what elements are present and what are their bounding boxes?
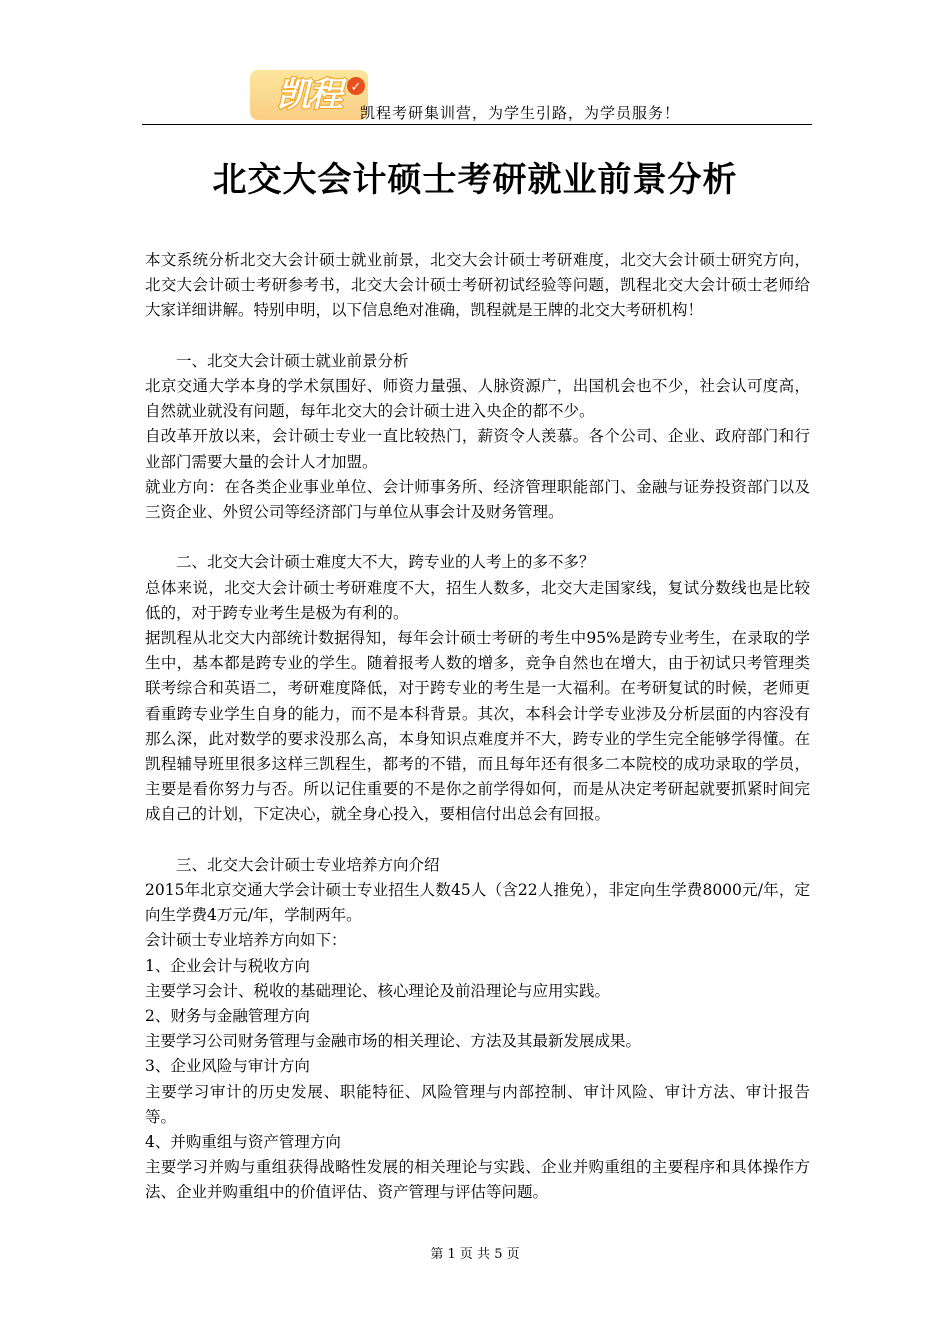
header-slogan: 凯程考研集训营，为学生引路，为学员服务！ bbox=[360, 104, 681, 122]
spacer bbox=[145, 828, 810, 853]
intro-paragraph: 本文系统分析北交大会计硕士就业前景，北交大会计硕士考研难度，北交大会计硕士研究方向，北交大会计硕士考研参考书，北交大会计硕士考研初试经验等问题，凯程北交大会计硕士老师给大家详细讲解。特别申明，以下信息绝对准确，凯程就是王牌的北交大考研机构！ bbox=[145, 251, 810, 320]
document-title: 北交大会计硕士考研就业前景分析 bbox=[212, 160, 738, 200]
direction-3-desc: 主要学习审计的历史发展、职能特征、风险管理与内部控制、审计风险、审计方法、审计报告等。 bbox=[145, 1082, 810, 1126]
direction-2-name: 2、财务与金融管理方向 bbox=[145, 1007, 310, 1026]
direction-4-desc: 主要学习并购与重组获得战略性发展的相关理论与实践、企业并购重组的主要程序和具体操作方法、企业并购重组中的价值评估、资产管理与评估等问题。 bbox=[145, 1158, 810, 1202]
section1-paragraph-2: 自改革开放以来，会计硕士专业一直比较热门，薪资令人羡慕。各个公司、企业、政府部门和行业部门需要大量的会计人才加盟。 bbox=[145, 427, 810, 471]
page-footer: 第 1 页 共 5 页 bbox=[430, 1247, 520, 1262]
page-header bbox=[142, 62, 812, 126]
direction-4-name: 4、并购重组与资产管理方向 bbox=[145, 1133, 341, 1152]
section2-paragraph-2: 据凯程从北交大内部统计数据得知，每年会计硕士考研的考生中95%是跨专业考生，在录取的学生中，基本都是跨专业的学生。随着报考人数的增多，竞争自然也在增大，由于初试只考管理类联考综合和英语二，考研难度降低，对于跨专业的考生是一大福利。在考研复试的时候，老师更看重跨专业学生自身的能力，而不是本科背景。其次，本科会计学专业涉及分析层面的内容没有那么深，此对数学的要求没那么高，本身知识点难度并不大，跨专业的学生完全能够学得懂。在凯程辅导班里很多这样三凯程生，都考的不错，而且每年还有很多二本院校的成功录取的学员，主要是看你努力与否。所以记住重要的不是你之前学得如何，而是从决定考研起就要抓紧时间完成自己的计划，下定决心，就全身心投入，要相信付出总会有回报。 bbox=[145, 629, 810, 824]
logo-text: 凯程 bbox=[277, 75, 341, 115]
spacer bbox=[145, 525, 810, 550]
section1-paragraph-3: 就业方向：在各类企业事业单位、会计师事务所、经济管理职能部门、金融与证券投资部门以及三资企业、外贸公司等经济部门与单位从事会计及财务管理。 bbox=[145, 477, 810, 522]
direction-1-name: 1、企业会计与税收方向 bbox=[145, 956, 310, 975]
spacer bbox=[145, 324, 810, 349]
kaicheng-logo bbox=[250, 62, 368, 120]
section2-paragraph-1: 总体来说，北交大会计硕士考研难度不大，招生人数多，北交大走国家线，复试分数线也是比较低的，对于跨专业考生是极为有利的。 bbox=[145, 578, 810, 622]
direction-3-name: 3、企业风险与审计方向 bbox=[145, 1057, 310, 1076]
section3-heading: 三、北交大会计硕士专业培养方向介绍 bbox=[176, 855, 440, 874]
direction-1-desc: 主要学习会计、税收的基础理论、核心理论及前沿理论与应用实践。 bbox=[145, 981, 611, 1000]
section2-heading: 二、北交大会计硕士难度大不大，跨专业的人考上的多不多？ bbox=[176, 553, 595, 572]
section1-paragraph-1: 北京交通大学本身的学术氛围好、师资力量强、人脉资源广，出国机会也不少，社会认可度高，自然就业就没有问题，每年北交大的会计硕士进入央企的都不少。 bbox=[145, 377, 810, 421]
document-body bbox=[145, 248, 810, 1206]
section3-paragraph-2: 会计硕士专业培养方向如下： bbox=[145, 931, 347, 950]
section3-paragraph-1: 2015年北京交通大学会计硕士专业招生人数45人（含22人推免），非定向生学费8000元/年，定向生学费4万元/年，学制两年。 bbox=[145, 881, 810, 925]
svg-text:✓: ✓ bbox=[350, 80, 362, 95]
direction-2-desc: 主要学习公司财务管理与金融市场的相关理论、方法及其最新发展成果。 bbox=[145, 1032, 642, 1051]
section1-heading: 一、北交大会计硕士就业前景分析 bbox=[176, 351, 409, 370]
header-divider bbox=[142, 124, 812, 125]
